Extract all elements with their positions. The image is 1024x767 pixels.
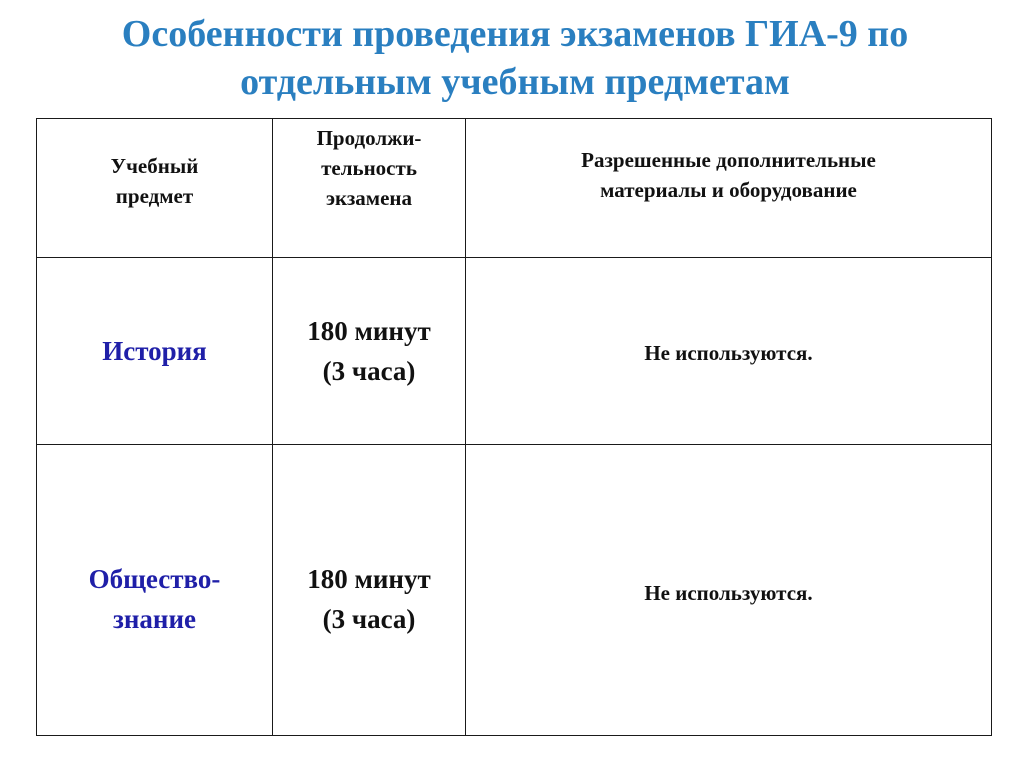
subject-cell: [37, 258, 273, 445]
subject-name: знание: [112, 604, 196, 634]
header-materials-line: материалы и оборудование: [600, 178, 857, 202]
subject-name: История: [102, 336, 207, 366]
materials-cell: [466, 258, 992, 445]
duration-cell: [273, 445, 466, 736]
materials-text: Не используются.: [644, 581, 813, 605]
slide-title-line-2: отдельным учебным предметам: [240, 61, 790, 103]
slide-title: [20, 10, 1010, 106]
materials-text: Не используются.: [644, 341, 813, 365]
header-duration-line: Продолжи-: [316, 126, 422, 150]
header-materials: [466, 119, 992, 258]
exam-table: [36, 118, 992, 736]
subject-name: Общество-: [88, 564, 221, 594]
header-subject-line: Учебный: [110, 154, 199, 178]
materials-cell: [466, 445, 992, 736]
table-row: [37, 445, 992, 736]
header-subject: [37, 119, 273, 258]
header-materials-line: Разрешенные дополнительные: [581, 148, 876, 172]
table-header-row: [37, 119, 992, 258]
subject-cell: [37, 445, 273, 736]
duration-hours: (3 часа): [322, 356, 416, 386]
header-duration-line: тельность: [321, 156, 417, 180]
table-row: [37, 258, 992, 445]
header-subject-line: предмет: [115, 184, 194, 208]
header-duration-line: экзамена: [325, 186, 413, 210]
duration-cell: [273, 258, 466, 445]
duration-minutes: 180 минут: [307, 564, 431, 594]
duration-hours: (3 часа): [322, 604, 416, 634]
duration-minutes: 180 минут: [307, 316, 431, 346]
header-duration: [273, 119, 466, 258]
slide-title-line-1: Особенности проведения экзаменов ГИА-9 по: [121, 13, 909, 55]
